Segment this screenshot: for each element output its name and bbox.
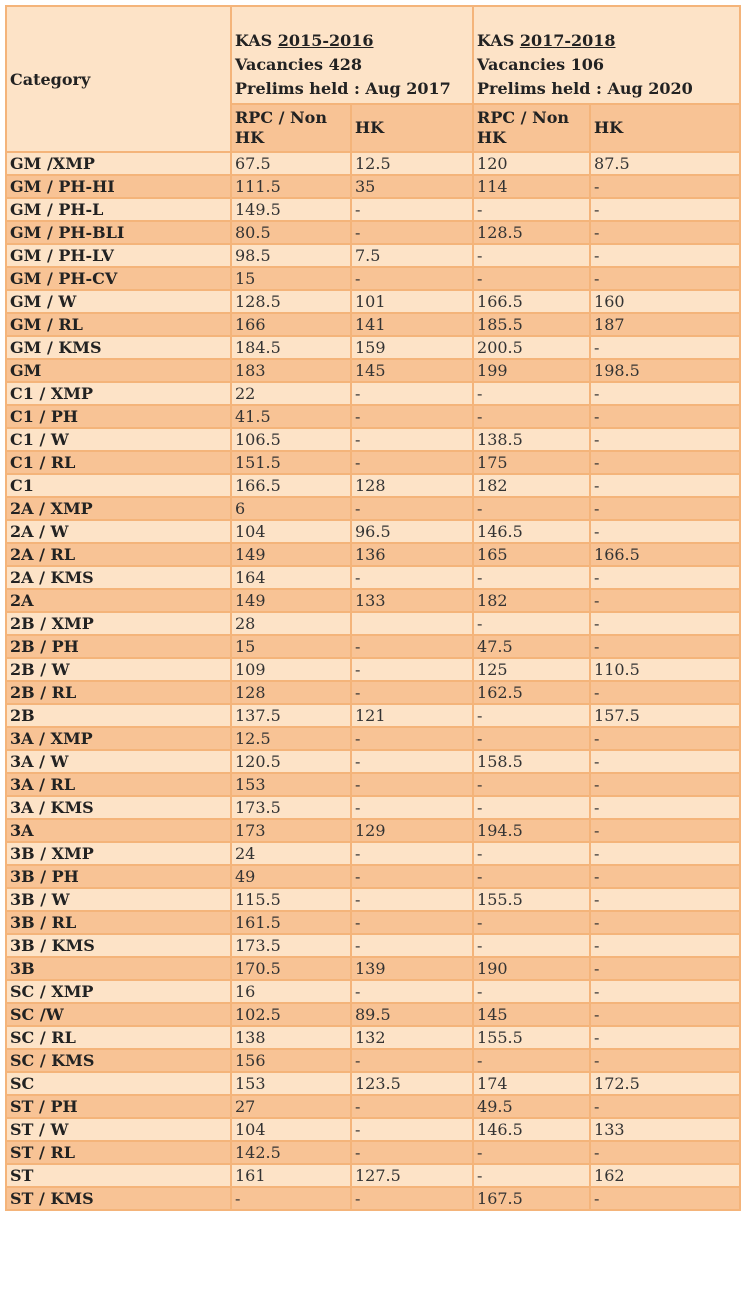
cell-hk-2017: - [590,796,740,819]
row-category: GM / RL [6,313,231,336]
cell-rpc-nonhk-2017: - [473,267,590,290]
cell-hk-2015: 129 [351,819,473,842]
cell-rpc-nonhk-2015: 166.5 [231,474,351,497]
cell-hk-2015: - [351,773,473,796]
cell-hk-2015: - [351,934,473,957]
cell-rpc-nonhk-2015: 128 [231,681,351,704]
row-category: 3B [6,957,231,980]
table-row [6,336,740,359]
cell-hk-2015: - [351,497,473,520]
cell-hk-2015: - [351,1049,473,1072]
table-row [6,405,740,428]
table-row [6,888,740,911]
cell-rpc-nonhk-2015: 173.5 [231,934,351,957]
cell-rpc-nonhk-2017: - [473,382,590,405]
cell-hk-2017: - [590,980,740,1003]
cell-hk-2017: - [590,382,740,405]
row-category: 3A / W [6,750,231,773]
cell-hk-2017: - [590,198,740,221]
cell-rpc-nonhk-2015: 111.5 [231,175,351,198]
cell-rpc-nonhk-2017: 155.5 [473,1026,590,1049]
table-row [6,1026,740,1049]
table-row [6,773,740,796]
row-category: GM / PH-L [6,198,231,221]
cell-hk-2015 [351,612,473,635]
table-row [6,198,740,221]
row-category: C1 [6,474,231,497]
row-category: GM [6,359,231,382]
cell-hk-2015: - [351,1187,473,1210]
row-category: 3B / W [6,888,231,911]
cell-hk-2017: 157.5 [590,704,740,727]
cell-rpc-nonhk-2017: - [473,980,590,1003]
cell-rpc-nonhk-2017: 182 [473,589,590,612]
cell-rpc-nonhk-2015: 12.5 [231,727,351,750]
table-row [6,221,740,244]
prelims-label: Prelims held : Aug 2017 [235,79,451,98]
cell-rpc-nonhk-2017: - [473,405,590,428]
cell-rpc-nonhk-2017: 190 [473,957,590,980]
cell-hk-2015: 128 [351,474,473,497]
cell-rpc-nonhk-2017: - [473,934,590,957]
cell-rpc-nonhk-2017: - [473,704,590,727]
cell-hk-2017: - [590,244,740,267]
row-category: 3B / XMP [6,842,231,865]
cell-rpc-nonhk-2015: 22 [231,382,351,405]
cell-hk-2017: - [590,474,740,497]
group-header-2015 [231,6,473,104]
row-category: SC [6,1072,231,1095]
cell-hk-2017: - [590,1187,740,1210]
cell-hk-2017: - [590,681,740,704]
row-category: GM / W [6,290,231,313]
cell-hk-2015: - [351,911,473,934]
cell-hk-2015: 12.5 [351,152,473,175]
cell-rpc-nonhk-2017: 174 [473,1072,590,1095]
table-row [6,1072,740,1095]
cell-hk-2017: - [590,612,740,635]
cell-rpc-nonhk-2015: 151.5 [231,451,351,474]
cell-hk-2017: - [590,451,740,474]
row-category: GM / KMS [6,336,231,359]
row-category: 3A [6,819,231,842]
cell-rpc-nonhk-2015: 161 [231,1164,351,1187]
table-row [6,980,740,1003]
table-row [6,520,740,543]
row-category: GM / PH-LV [6,244,231,267]
cell-hk-2015: 159 [351,336,473,359]
vacancies-label: Vacancies 428 [235,55,363,74]
cell-rpc-nonhk-2015: 153 [231,773,351,796]
cell-rpc-nonhk-2015: 115.5 [231,888,351,911]
row-category: C1 / W [6,428,231,451]
cell-hk-2015: - [351,1118,473,1141]
cell-rpc-nonhk-2017: 162.5 [473,681,590,704]
row-category: GM / PH-BLI [6,221,231,244]
cell-rpc-nonhk-2015: 161.5 [231,911,351,934]
table-row [6,1003,740,1026]
cell-rpc-nonhk-2015: 184.5 [231,336,351,359]
cell-hk-2017: 160 [590,290,740,313]
cell-hk-2017: - [590,773,740,796]
table-row [6,543,740,566]
row-category: C1 / XMP [6,382,231,405]
cell-hk-2015: - [351,888,473,911]
cell-hk-2017: 87.5 [590,152,740,175]
cell-rpc-nonhk-2015: 137.5 [231,704,351,727]
cell-hk-2015: 127.5 [351,1164,473,1187]
table-row [6,750,740,773]
row-category: ST / RL [6,1141,231,1164]
table-row [6,865,740,888]
table-row [6,934,740,957]
cell-rpc-nonhk-2015: 173 [231,819,351,842]
cell-hk-2017: - [590,911,740,934]
cell-hk-2015: - [351,451,473,474]
cell-rpc-nonhk-2017: - [473,865,590,888]
row-category: C1 / PH [6,405,231,428]
cell-hk-2015: 7.5 [351,244,473,267]
table-row [6,1187,740,1210]
cell-rpc-nonhk-2017: 158.5 [473,750,590,773]
row-category: ST [6,1164,231,1187]
cell-hk-2017: - [590,1141,740,1164]
cutoff-table [5,5,741,1211]
cell-rpc-nonhk-2017: - [473,773,590,796]
row-category: ST / PH [6,1095,231,1118]
cell-hk-2017: - [590,1026,740,1049]
table-row [6,566,740,589]
cell-rpc-nonhk-2015: 15 [231,635,351,658]
table-row [6,796,740,819]
exam-title: KAS 2015-2016 [235,31,374,50]
cell-hk-2015: - [351,1095,473,1118]
cell-hk-2015: - [351,382,473,405]
cell-rpc-nonhk-2015: 28 [231,612,351,635]
cell-rpc-nonhk-2015: 156 [231,1049,351,1072]
cell-hk-2015: - [351,980,473,1003]
table-row [6,957,740,980]
cell-rpc-nonhk-2015: 128.5 [231,290,351,313]
cell-hk-2015: - [351,221,473,244]
col-hk-2017: HK [590,104,740,152]
cell-hk-2017: - [590,175,740,198]
cell-rpc-nonhk-2015: 27 [231,1095,351,1118]
row-category: ST / W [6,1118,231,1141]
cell-rpc-nonhk-2017: - [473,796,590,819]
row-category: 3A / RL [6,773,231,796]
cell-rpc-nonhk-2015: 24 [231,842,351,865]
cell-rpc-nonhk-2017: - [473,244,590,267]
table-row [6,290,740,313]
cell-rpc-nonhk-2015: 138 [231,1026,351,1049]
cell-rpc-nonhk-2015: 104 [231,1118,351,1141]
cell-rpc-nonhk-2017: 199 [473,359,590,382]
cell-rpc-nonhk-2015: 102.5 [231,1003,351,1026]
cell-rpc-nonhk-2017: 138.5 [473,428,590,451]
cell-hk-2017: - [590,221,740,244]
row-category: 3B / RL [6,911,231,934]
table-row [6,474,740,497]
vacancies-label: Vacancies 106 [477,55,605,74]
cell-hk-2015: - [351,681,473,704]
row-category: 3B / KMS [6,934,231,957]
cell-hk-2017: - [590,865,740,888]
cell-rpc-nonhk-2017: - [473,497,590,520]
cell-rpc-nonhk-2017: - [473,198,590,221]
cell-hk-2017: 198.5 [590,359,740,382]
cell-rpc-nonhk-2015: 106.5 [231,428,351,451]
cell-hk-2017: - [590,566,740,589]
cell-hk-2015: 121 [351,704,473,727]
table-row [6,1118,740,1141]
table-row [6,1164,740,1187]
cell-rpc-nonhk-2015: 49 [231,865,351,888]
cell-hk-2015: - [351,1141,473,1164]
cell-rpc-nonhk-2015: 16 [231,980,351,1003]
cell-rpc-nonhk-2017: 146.5 [473,1118,590,1141]
row-category: 2B [6,704,231,727]
cell-hk-2015: 89.5 [351,1003,473,1026]
row-category: 3A / KMS [6,796,231,819]
cell-hk-2017: - [590,750,740,773]
cell-hk-2015: 133 [351,589,473,612]
cell-rpc-nonhk-2015: 149 [231,543,351,566]
cell-rpc-nonhk-2015: 120.5 [231,750,351,773]
cell-hk-2015: 136 [351,543,473,566]
cell-rpc-nonhk-2017: - [473,612,590,635]
cell-hk-2015: 123.5 [351,1072,473,1095]
cell-rpc-nonhk-2017: 49.5 [473,1095,590,1118]
cell-rpc-nonhk-2017: 166.5 [473,290,590,313]
table-row [6,681,740,704]
table-row [6,244,740,267]
cell-rpc-nonhk-2017: - [473,1164,590,1187]
cell-rpc-nonhk-2017: 185.5 [473,313,590,336]
table-row [6,1049,740,1072]
row-category: 2A / W [6,520,231,543]
cell-hk-2017: - [590,405,740,428]
cell-rpc-nonhk-2015: 98.5 [231,244,351,267]
table-row [6,359,740,382]
prelims-label: Prelims held : Aug 2020 [477,79,693,98]
cell-rpc-nonhk-2017: 200.5 [473,336,590,359]
table-row [6,313,740,336]
table-row [6,267,740,290]
cell-hk-2017: 133 [590,1118,740,1141]
cell-rpc-nonhk-2015: 109 [231,658,351,681]
row-category: C1 / RL [6,451,231,474]
cell-rpc-nonhk-2017: - [473,1141,590,1164]
cell-rpc-nonhk-2015: 67.5 [231,152,351,175]
cell-rpc-nonhk-2017: 47.5 [473,635,590,658]
table-row [6,451,740,474]
row-category: SC / KMS [6,1049,231,1072]
col-hk-2015: HK [351,104,473,152]
col-rpc-nonhk-2017: RPC / Non HK [473,104,590,152]
cell-hk-2017: - [590,819,740,842]
cell-hk-2017: - [590,497,740,520]
cell-rpc-nonhk-2015: 6 [231,497,351,520]
cell-hk-2015: - [351,865,473,888]
cell-rpc-nonhk-2015: 149 [231,589,351,612]
cell-rpc-nonhk-2017: 175 [473,451,590,474]
cell-rpc-nonhk-2015: 80.5 [231,221,351,244]
cell-rpc-nonhk-2017: - [473,911,590,934]
row-category: 3A / XMP [6,727,231,750]
table-row [6,911,740,934]
table-row [6,658,740,681]
cell-hk-2015: 141 [351,313,473,336]
row-category: 2B / W [6,658,231,681]
cell-hk-2015: - [351,658,473,681]
cell-hk-2015: - [351,635,473,658]
row-category: 2A [6,589,231,612]
cell-hk-2015: 139 [351,957,473,980]
table-row [6,497,740,520]
table-body [6,152,740,1210]
cell-hk-2017: 187 [590,313,740,336]
cell-rpc-nonhk-2015: - [231,1187,351,1210]
cell-hk-2017: - [590,635,740,658]
cell-hk-2017: - [590,842,740,865]
row-category: 2B / PH [6,635,231,658]
row-category: SC / RL [6,1026,231,1049]
table-row [6,428,740,451]
cell-rpc-nonhk-2015: 142.5 [231,1141,351,1164]
cell-hk-2017: - [590,589,740,612]
cell-rpc-nonhk-2017: 167.5 [473,1187,590,1210]
cell-rpc-nonhk-2015: 173.5 [231,796,351,819]
table-row [6,1141,740,1164]
cell-rpc-nonhk-2015: 104 [231,520,351,543]
cell-rpc-nonhk-2015: 166 [231,313,351,336]
cell-rpc-nonhk-2017: - [473,566,590,589]
cell-rpc-nonhk-2017: 114 [473,175,590,198]
cell-hk-2017: - [590,428,740,451]
cell-rpc-nonhk-2015: 15 [231,267,351,290]
cell-hk-2015: 132 [351,1026,473,1049]
table-row [6,842,740,865]
cell-rpc-nonhk-2015: 149.5 [231,198,351,221]
cell-hk-2015: - [351,267,473,290]
cell-rpc-nonhk-2017: 125 [473,658,590,681]
cell-hk-2015: - [351,428,473,451]
cell-rpc-nonhk-2015: 164 [231,566,351,589]
cell-rpc-nonhk-2017: 182 [473,474,590,497]
cell-rpc-nonhk-2017: 146.5 [473,520,590,543]
cell-rpc-nonhk-2017: 165 [473,543,590,566]
cell-hk-2017: - [590,934,740,957]
category-header: Category [6,6,231,152]
cell-hk-2015: - [351,198,473,221]
cell-hk-2015: - [351,727,473,750]
cell-rpc-nonhk-2015: 41.5 [231,405,351,428]
row-category: GM /XMP [6,152,231,175]
cell-hk-2017: 110.5 [590,658,740,681]
cell-hk-2017: - [590,957,740,980]
row-category: SC /W [6,1003,231,1026]
table-row [6,819,740,842]
cell-hk-2017: - [590,336,740,359]
row-category: 2A / KMS [6,566,231,589]
row-category: GM / PH-HI [6,175,231,198]
cell-hk-2017: 172.5 [590,1072,740,1095]
group-header-2017 [473,6,740,104]
cell-hk-2017: 162 [590,1164,740,1187]
cell-hk-2015: - [351,566,473,589]
row-category: GM / PH-CV [6,267,231,290]
row-category: 3B / PH [6,865,231,888]
table-row [6,727,740,750]
cell-rpc-nonhk-2017: 120 [473,152,590,175]
cell-hk-2017: - [590,1049,740,1072]
exam-title: KAS 2017-2018 [477,31,616,50]
table-row [6,704,740,727]
cell-hk-2017: - [590,1095,740,1118]
row-category: 2A / RL [6,543,231,566]
cell-rpc-nonhk-2017: 145 [473,1003,590,1026]
col-rpc-nonhk-2015: RPC / Non HK [231,104,351,152]
table-row [6,175,740,198]
row-category: ST / KMS [6,1187,231,1210]
cell-hk-2015: 145 [351,359,473,382]
cell-rpc-nonhk-2015: 183 [231,359,351,382]
cell-hk-2015: - [351,750,473,773]
cell-hk-2015: - [351,842,473,865]
cell-hk-2015: - [351,796,473,819]
row-category: 2A / XMP [6,497,231,520]
cell-rpc-nonhk-2017: - [473,727,590,750]
cell-rpc-nonhk-2017: 128.5 [473,221,590,244]
cell-hk-2015: 101 [351,290,473,313]
cell-rpc-nonhk-2017: 194.5 [473,819,590,842]
cell-rpc-nonhk-2015: 170.5 [231,957,351,980]
row-category: 2B / XMP [6,612,231,635]
cell-hk-2017: - [590,727,740,750]
cell-hk-2017: - [590,1003,740,1026]
cell-hk-2015: 35 [351,175,473,198]
cell-hk-2017: 166.5 [590,543,740,566]
row-category: 2B / RL [6,681,231,704]
cell-rpc-nonhk-2017: - [473,1049,590,1072]
cell-rpc-nonhk-2017: - [473,842,590,865]
cell-rpc-nonhk-2015: 153 [231,1072,351,1095]
cell-hk-2017: - [590,520,740,543]
cell-rpc-nonhk-2017: 155.5 [473,888,590,911]
table-row [6,152,740,175]
table-row [6,612,740,635]
cell-hk-2015: 96.5 [351,520,473,543]
table-row [6,382,740,405]
cell-hk-2017: - [590,267,740,290]
table-row [6,635,740,658]
cell-hk-2017: - [590,888,740,911]
table-row [6,589,740,612]
cell-hk-2015: - [351,405,473,428]
row-category: SC / XMP [6,980,231,1003]
table-header [6,6,740,152]
table-row [6,1095,740,1118]
